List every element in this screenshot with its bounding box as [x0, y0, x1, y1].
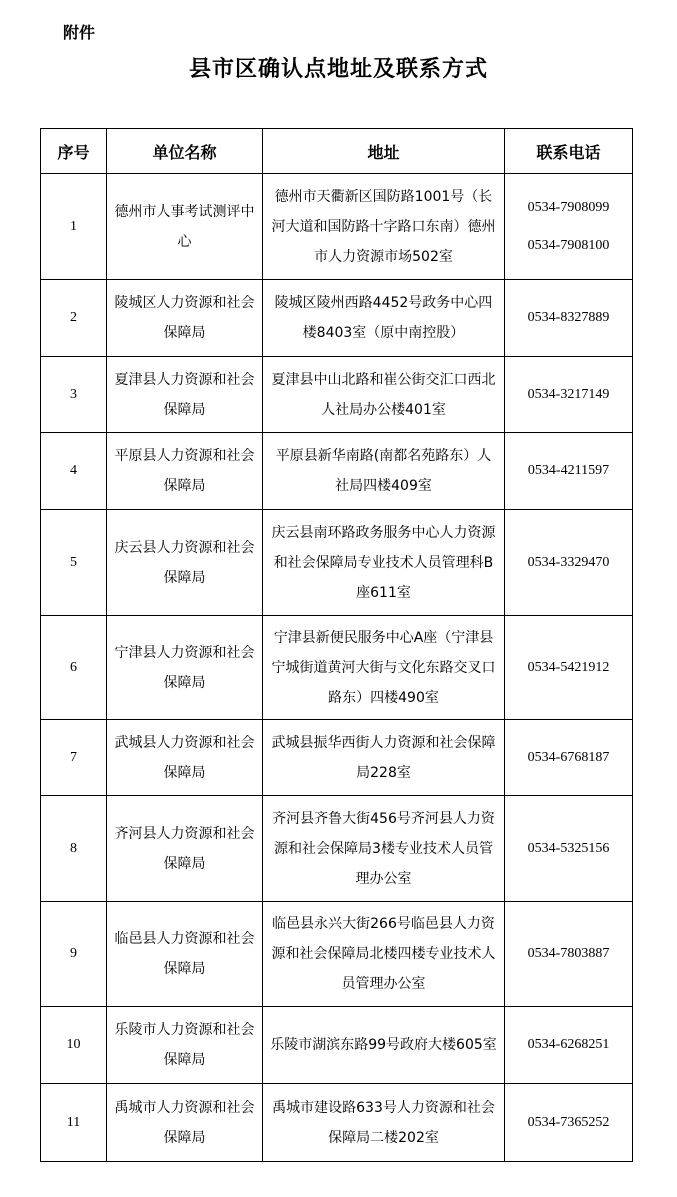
table-row [41, 902, 633, 1007]
phone-number: 0534-5325156 [527, 840, 610, 856]
row-number: 8 [41, 796, 107, 902]
address-cell: 武城县振华西街人力资源和社会保障局228室 [263, 720, 505, 796]
header-no: 序号 [41, 129, 107, 174]
phone-cell [505, 796, 633, 902]
phone-cell [505, 433, 633, 510]
address-cell: 平原县新华南路(南都名苑路东）人社局四楼409室 [263, 433, 505, 510]
phone-number: 0534-5421912 [527, 659, 610, 675]
address-cell: 陵城区陵州西路4452号政务中心四楼8403室（原中南控股） [263, 280, 505, 357]
table-row [41, 357, 633, 433]
unit-name-cell: 平原县人力资源和社会保障局 [107, 433, 263, 510]
phone-number: 0534-7908100 [527, 237, 610, 253]
row-number: 9 [41, 902, 107, 1007]
table-row [41, 796, 633, 902]
unit-name-cell: 庆云县人力资源和社会保障局 [107, 510, 263, 616]
unit-name-cell: 禹城市人力资源和社会保障局 [107, 1084, 263, 1162]
table-row [41, 174, 633, 280]
unit-name-cell: 乐陵市人力资源和社会保障局 [107, 1007, 263, 1084]
phone-number: 0534-8327889 [527, 310, 610, 325]
phone-cell [505, 1007, 633, 1084]
row-number: 10 [41, 1007, 107, 1084]
table-row [41, 1084, 633, 1162]
table-row [41, 1007, 633, 1084]
address-cell: 德州市天衢新区国防路1001号（长河大道和国防路十字路口东南）德州市人力资源市场502室 [263, 174, 505, 280]
attachment-label: 附件 [63, 23, 96, 42]
table-row [41, 433, 633, 510]
phone-cell [505, 616, 633, 720]
table-row [41, 616, 633, 720]
table-row [41, 280, 633, 357]
row-number: 5 [41, 510, 107, 616]
phone-cell [505, 280, 633, 357]
phone-number: 0534-6768187 [527, 749, 610, 765]
unit-name-cell: 武城县人力资源和社会保障局 [107, 720, 263, 796]
phone-cell [505, 174, 633, 280]
table-row [41, 510, 633, 616]
phone-number: 0534-3217149 [527, 386, 610, 402]
row-number: 11 [41, 1084, 107, 1162]
phone-number: 0534-3329470 [527, 554, 610, 570]
unit-name-cell: 齐河县人力资源和社会保障局 [107, 796, 263, 902]
address-cell: 乐陵市湖滨东路99号政府大楼605室 [263, 1007, 505, 1084]
address-cell: 夏津县中山北路和崔公街交汇口西北人社局办公楼401室 [263, 357, 505, 433]
phone-cell [505, 357, 633, 433]
unit-name-cell: 宁津县人力资源和社会保障局 [107, 616, 263, 720]
contact-table [40, 128, 633, 1162]
phone-number: 0534-6268251 [527, 1037, 610, 1052]
row-number: 6 [41, 616, 107, 720]
page-title: 县市区确认点地址及联系方式 [188, 57, 488, 82]
unit-name-cell: 陵城区人力资源和社会保障局 [107, 280, 263, 357]
header-address: 地址 [263, 129, 505, 174]
phone-cell [505, 510, 633, 616]
address-cell: 临邑县永兴大街266号临邑县人力资源和社会保障局北楼四楼专业技术人员管理办公室 [263, 902, 505, 1007]
address-cell: 庆云县南环路政务服务中心人力资源和社会保障局专业技术人员管理科B座611室 [263, 510, 505, 616]
table-row [41, 720, 633, 796]
phone-number: 0534-7365252 [527, 1114, 610, 1130]
address-cell: 齐河县齐鲁大街456号齐河县人力资源和社会保障局3楼专业技术人员管理办公室 [263, 796, 505, 902]
row-number: 2 [41, 280, 107, 357]
row-number: 1 [41, 174, 107, 280]
phone-number: 0534-7908099 [527, 199, 610, 215]
row-number: 4 [41, 433, 107, 510]
unit-name-cell: 临邑县人力资源和社会保障局 [107, 902, 263, 1007]
table-body [41, 174, 633, 1162]
phone-number: 0534-4211597 [527, 463, 610, 478]
header-unit-name: 单位名称 [107, 129, 263, 174]
row-number: 3 [41, 357, 107, 433]
row-number: 7 [41, 720, 107, 796]
phone-cell [505, 1084, 633, 1162]
phone-number: 0534-7803887 [527, 946, 610, 961]
unit-name-cell: 夏津县人力资源和社会保障局 [107, 357, 263, 433]
header-phone: 联系电话 [505, 129, 633, 174]
address-cell: 宁津县新便民服务中心A座（宁津县宁城街道黄河大街与文化东路交叉口路东）四楼490室 [263, 616, 505, 720]
phone-cell [505, 720, 633, 796]
phone-cell [505, 902, 633, 1007]
table-header-row [41, 129, 633, 174]
unit-name-cell: 德州市人事考试测评中心 [107, 174, 263, 280]
address-cell: 禹城市建设路633号人力资源和社会保障局二楼202室 [263, 1084, 505, 1162]
